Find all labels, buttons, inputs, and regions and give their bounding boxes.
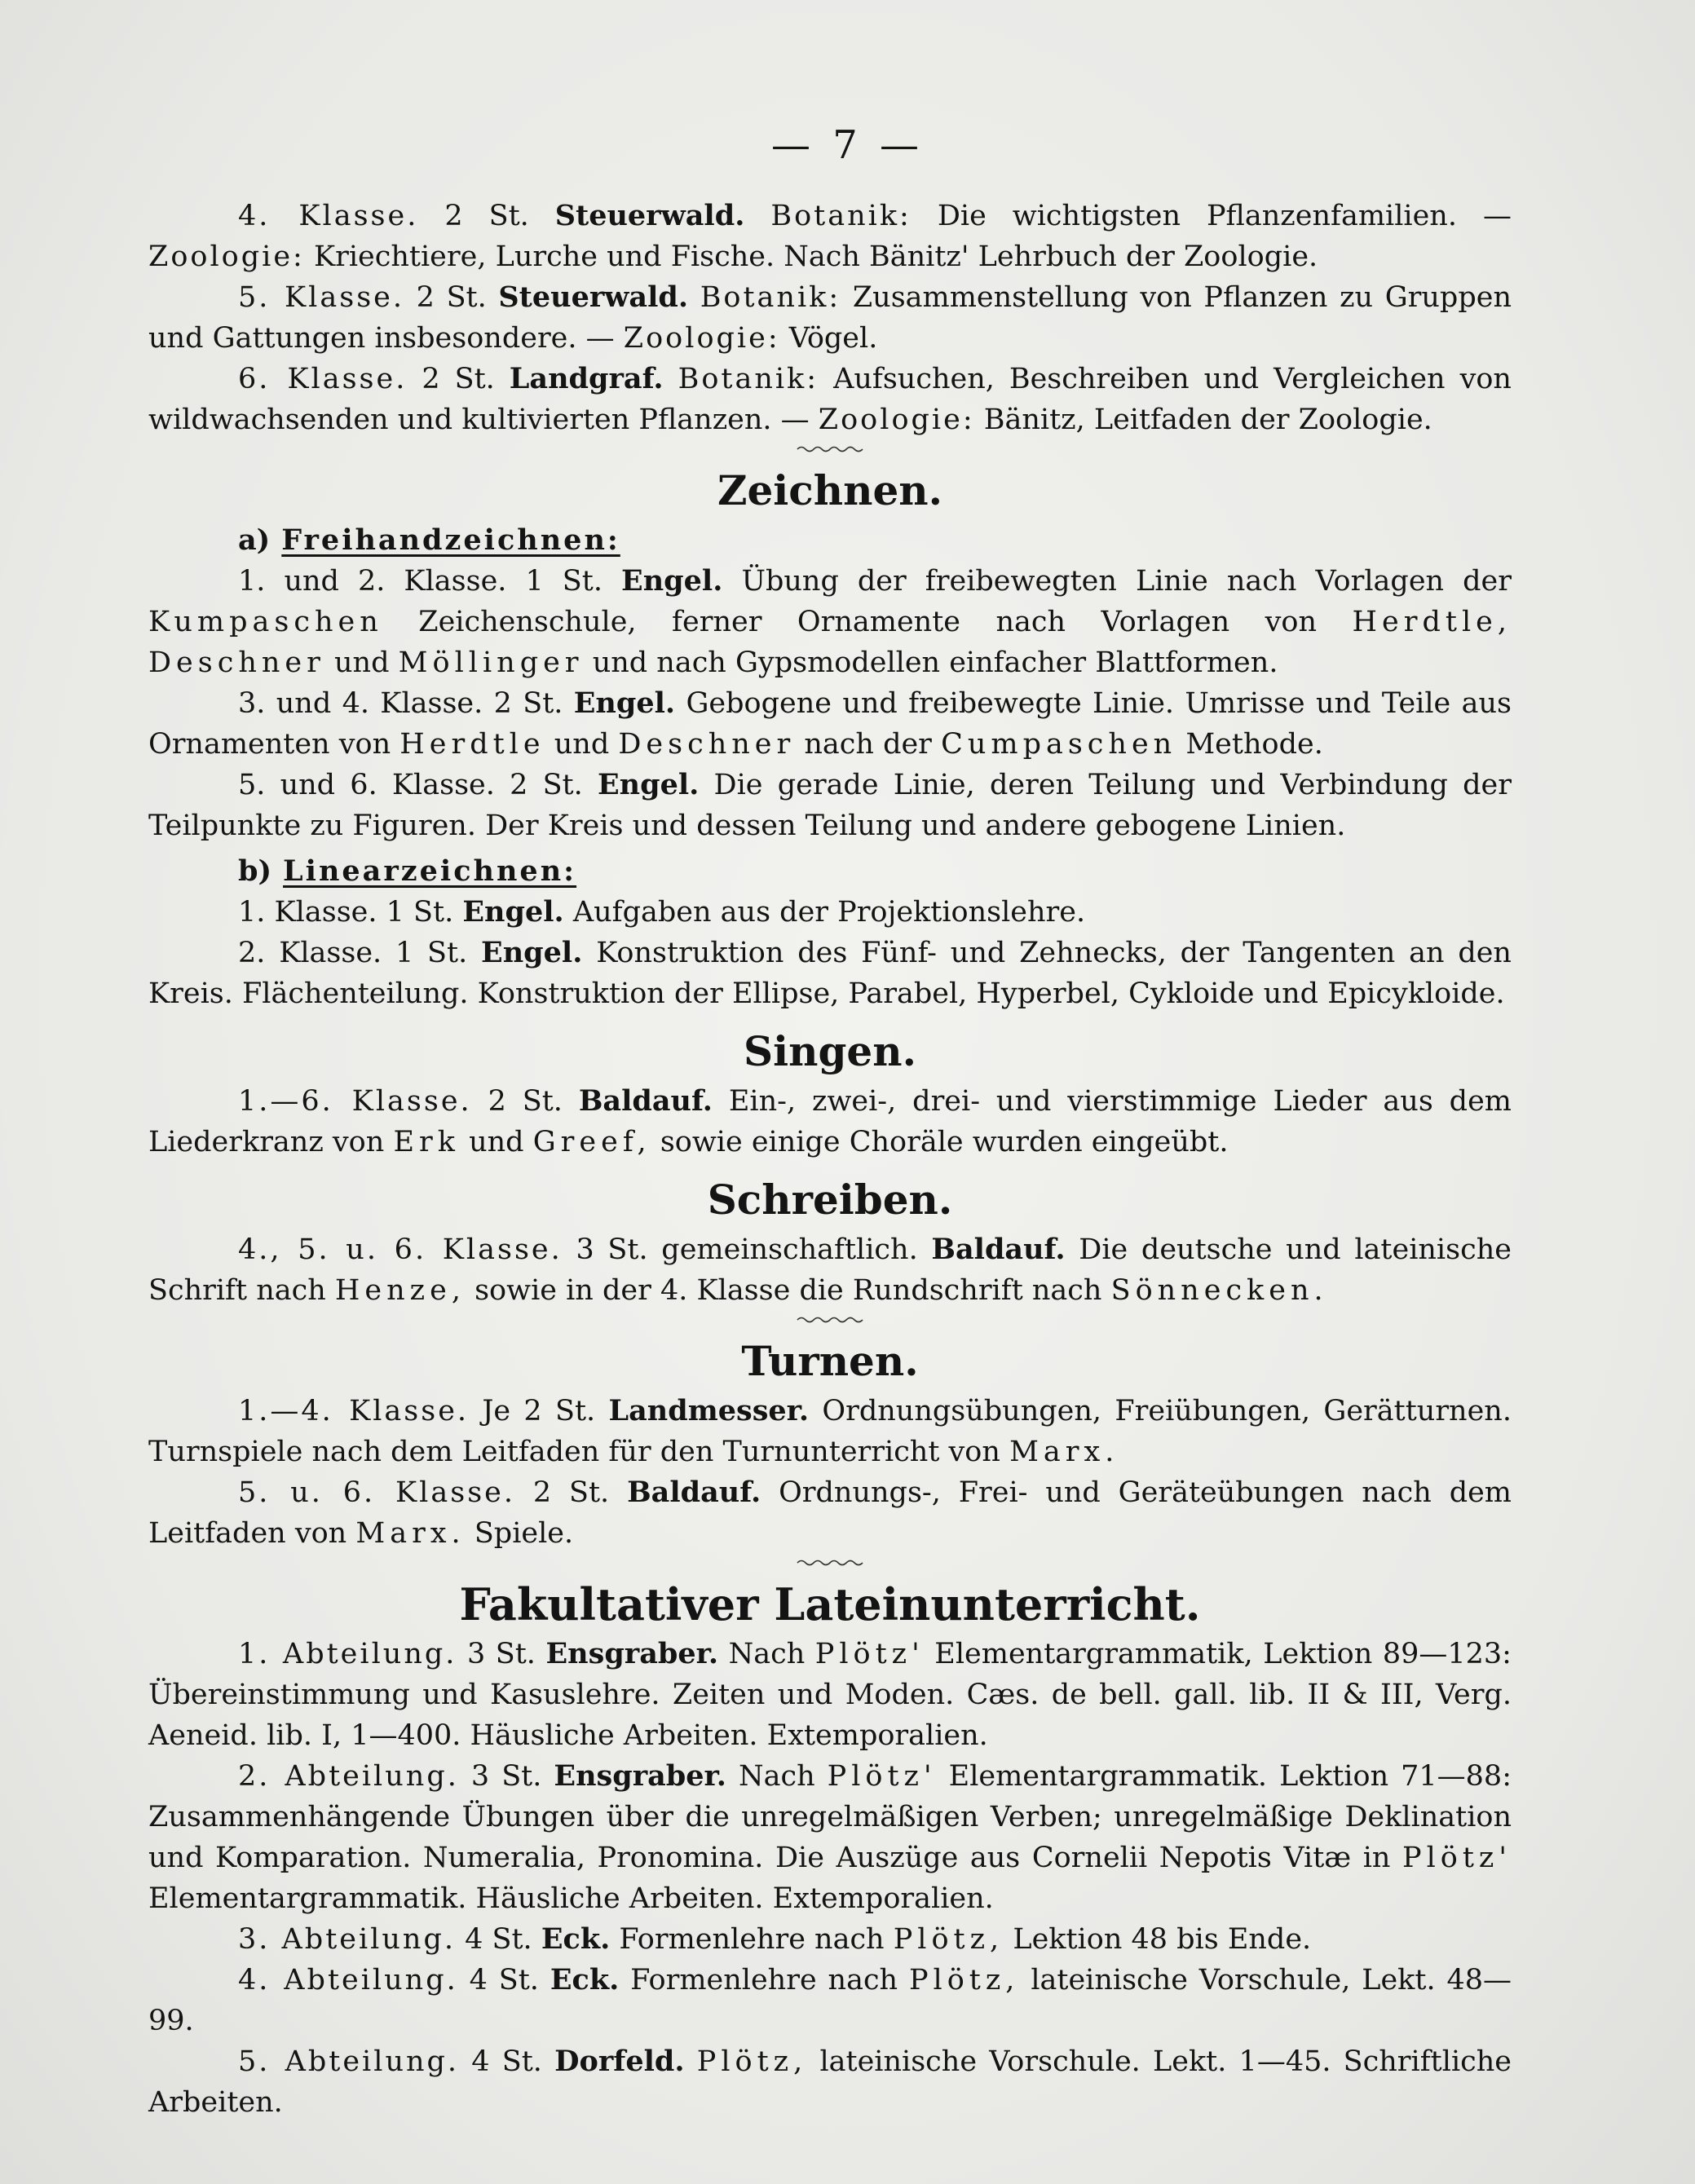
teacher-name: Engel. [597,768,700,801]
teacher-name: Steuerwald. [498,280,689,314]
zeichnen-freihand-entry-3: 5. und 6. Klasse. 2 St. Engel. Die gerade Linie, deren Teilung und Verbindung der Teilpunkte zu Figuren. Der Kreis und dessen Teilung und andere gebogene Linien. [148,768,1512,842]
teacher-name: Eck. [550,1963,620,1996]
zeichnen-freihand-entry-1: 1. und 2. Klasse. 1 St. Engel. Übung der freibewegten Linie nach Vorlagen der Kumpaschen Zeichenschule, ferner Ornamente nach Vorlagen von Herdtle, Deschner und Möllinger und nach Gypsmodellen einfacher Blattformen. [148,564,1512,679]
teacher-name: Engel. [573,686,676,720]
section-heading-singen: Singen. [744,1027,916,1075]
teacher-name: Landgraf. [509,362,664,395]
page-content [148,196,1512,2123]
naturkunde-entry-4: 4. Klasse. 2 St. Steuerwald. Botanik: Die wichtigsten Pflanzenfamilien. — Zoologie: Kriechtiere, Lurche und Fische. Nach Bänitz' Lehrbuch der Zoologie. [148,199,1512,273]
latein-entry-1: 1. Abteilung. 3 St. Ensgraber. Nach Plötz' Elementargrammatik, Lektion 89—123: Übereinstimmung und Kasuslehre. Zeiten und Moden. Cæs. de bell. gall. lib. II & III, Verg. Aeneid. lib. I, 1—400. Häusliche Arbeiten. Extemporalien. [148,1637,1512,1752]
teacher-name: Engel. [481,936,583,969]
naturkunde-entry-5: 5. Klasse. 2 St. Steuerwald. Botanik: Zusammenstellung von Pflanzen zu Gruppen und Gattungen insbesondere. — Zoologie: Vögel. [148,280,1512,355]
teacher-name: Engel. [621,564,723,598]
turnen-entry-1: 1.—4. Klasse. Je 2 St. Landmesser. Ordnungsübungen, Freiübungen, Gerätturnen. Turnspiele nach dem Leitfaden für den Turnunterricht von Marx. [148,1394,1512,1468]
section-heading-zeichnen: Zeichnen. [717,466,943,514]
section-divider [796,1316,864,1324]
section-heading-turnen: Turnen. [741,1337,919,1385]
teacher-name: Baldauf. [627,1476,761,1509]
page-number: — 7 — [770,122,925,168]
section-divider [796,1559,864,1567]
teacher-name: Baldauf. [578,1084,713,1118]
singen-entry: 1.—6. Klasse. 2 St. Baldauf. Ein-, zwei-, drei- und vierstimmige Lieder aus dem Liederkranz von Erk und Greef, sowie einige Choräle wurden eingeübt. [148,1084,1512,1158]
section-heading-schreiben: Schreiben. [707,1176,953,1224]
teacher-name: Engel. [462,895,564,929]
zeichnen-freihand-entry-2: 3. und 4. Klasse. 2 St. Engel. Gebogene und freibewegte Linie. Umrisse und Teile aus Ornamenten von Herdtle und Deschner nach der Cumpaschen Methode. [148,686,1512,761]
latein-entry-2: 2. Abteilung. 3 St. Ensgraber. Nach Plötz' Elementargrammatik. Lektion 71—88: Zusammenhängende Übungen über die unregelmäßigen Verben; unregelmäßige Deklination und Komparation. Numeralia, Pronomina. Die Auszüge aus Cornelii Nepotis Vitæ in Plötz' Elementargrammatik. Häusliche Arbeiten. Extemporalien. [148,1759,1512,1915]
turnen-entry-2: 5. u. 6. Klasse. 2 St. Baldauf. Ordnungs-, Frei- und Geräteübungen nach dem Leitfaden von Marx. Spiele. [148,1476,1512,1550]
teacher-name: Ensgraber. [554,1759,726,1793]
zeichnen-linear-entry-2: 2. Klasse. 1 St. Engel. Konstruktion des Fünf- und Zehnecks, der Tangenten an den Kreis. Flächenteilung. Konstruktion der Ellipse, Parabel, Hyperbel, Cykloide und Epicykloide. [148,936,1512,1010]
teacher-name: Ensgraber. [545,1637,719,1670]
teacher-name: Baldauf. [931,1233,1066,1266]
zeichnen-linear-entry-1: 1. Klasse. 1 St. Engel. Aufgaben aus der Projektionslehre. [238,895,1086,929]
schreiben-entry: 4., 5. u. 6. Klasse. 3 St. gemeinschaftlich. Baldauf. Die deutsche und lateinische Schrift nach Henze, sowie in der 4. Klasse die Rundschrift nach Sönnecken. [148,1233,1512,1307]
latein-entry-3: 3. Abteilung. 4 St. Eck. Formenlehre nach Plötz, Lektion 48 bis Ende. [238,1922,1312,1956]
teacher-name: Landmesser. [608,1394,810,1427]
teacher-name: Dorfeld. [554,2045,685,2078]
naturkunde-entry-6: 6. Klasse. 2 St. Landgraf. Botanik: Aufsuchen, Beschreiben und Vergleichen von wildwachsenden und kultivierten Pflanzen. — Zoologie: Bänitz, Leitfaden der Zoologie. [148,362,1512,436]
latein-entry-5: 5. Abteilung. 4 St. Dorfeld. Plötz, lateinische Vorschule. Lekt. 1—45. Schriftliche Arbeiten. [148,2045,1512,2119]
teacher-name: Eck. [541,1922,611,1956]
subsection-linearzeichnen: b) Linearzeichnen: [238,854,577,888]
subsection-freihandzeichnen: a) Freihandzeichnen: [238,523,620,557]
section-heading-latein: Fakultativer Lateinunterricht. [459,1578,1201,1630]
teacher-name: Steuerwald. [554,199,745,232]
latein-entry-4: 4. Abteilung. 4 St. Eck. Formenlehre nach Plötz, lateinische Vorschule, Lekt. 48—99. [148,1963,1512,2037]
section-divider [796,445,864,453]
